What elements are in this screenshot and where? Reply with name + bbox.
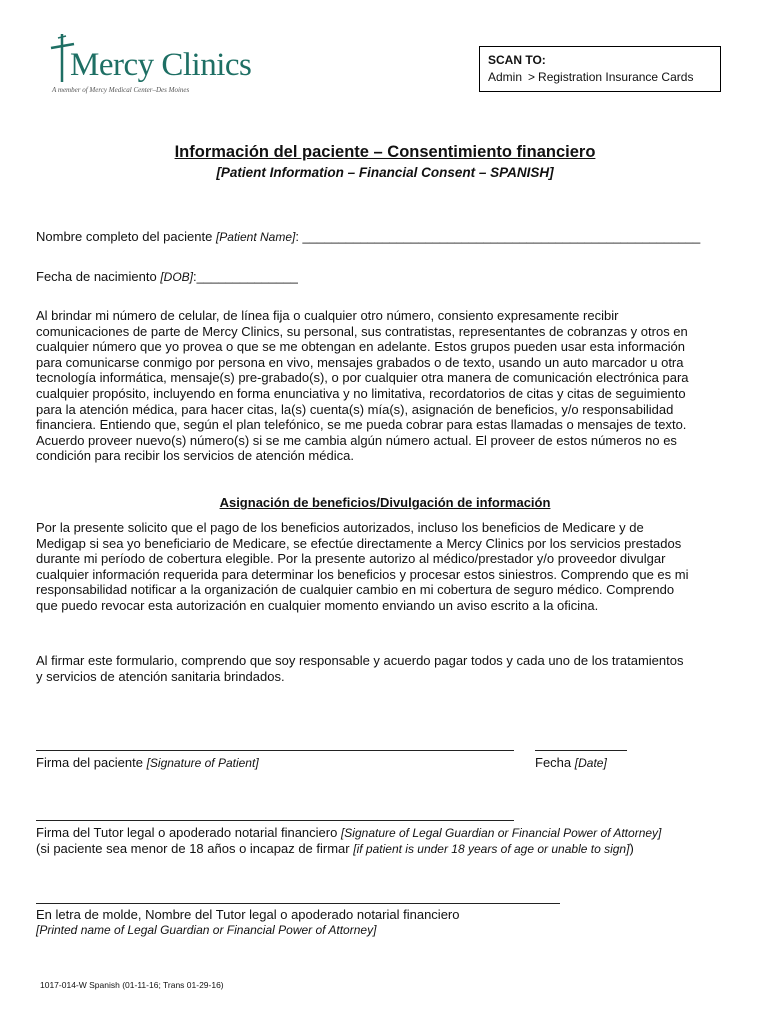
patient-name-blank: : _______________________________________________________ — [295, 229, 701, 244]
date-label: Fecha — [535, 755, 572, 770]
paragraph-line: cualquier propósito, incluyendo en forma enunciativa y no limitativa, recordatorios de citas y citas de seguimiento — [36, 385, 686, 401]
patient-signature-label: Firma del paciente — [36, 755, 143, 770]
dob-field — [36, 269, 298, 284]
phone-consent-paragraph — [36, 308, 736, 464]
scan-to-title: SCAN TO: — [488, 53, 546, 67]
paragraph-line: tecnología informática, mensaje(s) pre-grabado(s), o por cualquier otra manera de comunicación electrónica para — [36, 370, 689, 386]
dob-blank: :______________ — [192, 269, 298, 284]
paragraph-line: Por la presente solicito que el pago de los beneficios autorizados, incluso los beneficios de Medicare y de — [36, 520, 644, 535]
guardian-note — [36, 841, 634, 856]
patient-name-english: [Patient Name] — [215, 230, 296, 244]
assignment-heading: Asignación de beneficios/Divulgación de información — [219, 495, 551, 510]
page-title: Información del paciente – Consentimiento financiero — [174, 143, 596, 161]
patient-signature-english: [Signature of Patient] — [146, 756, 259, 770]
paragraph-line: comunicaciones de parte de Mercy Clinics, su personal, sus contratistas, representantes de cobranzas y otros en — [36, 323, 688, 339]
paragraph-line: durante mi período de cobertura elegible. Por la presente autorizo al médico/prestador y/o proveedor divulgar — [36, 551, 666, 567]
scan-to-box — [479, 46, 721, 92]
paragraph-line: financiera. Entiendo que, según el plan telefónico, se me pueda cobrar para estas llamadas o mensajes de texto. — [36, 417, 687, 433]
paragraph-line: cualquier número que yo provea o que se me obtengan en adelante. Estos grupos pueden usar esta información — [36, 339, 685, 355]
page-subtitle: [Patient Information – Financial Consent – SPANISH] — [216, 165, 554, 180]
paragraph-line: Acuerdo proveer nuevo(s) número(s) si se me cambia algún número actual. El proveer de estos números no es — [36, 432, 677, 448]
guardian-note-close: ) — [629, 841, 634, 856]
paragraph-line: Al brindar mi número de celular, de línea fija o cualquier otro número, consiento expresamente recibir — [36, 308, 619, 323]
printed-name-label: En letra de molde, Nombre del Tutor legal o apoderado notarial financiero — [36, 907, 460, 922]
paragraph-line: y servicios de atención sanitaria brindados. — [36, 668, 285, 684]
logo-name: Mercy Clinics — [70, 47, 252, 83]
guardian-signature-caption — [36, 825, 661, 840]
guardian-note-text: (si paciente sea menor de 18 años o incapaz de firmar — [36, 841, 350, 856]
dob-label: Fecha de nacimiento — [36, 269, 157, 284]
patient-name-field — [36, 229, 700, 244]
paragraph-line: para la atención médica, para hacer citas, la(s) cuenta(s) mía(s), asignación de beneficios, y/o responsabilidad — [36, 401, 674, 417]
printed-name-line[interactable] — [36, 903, 560, 904]
guardian-signature-english: [Signature of Legal Guardian or Financial Power of Attorney] — [340, 826, 662, 840]
paragraph-line: que puedo revocar esta autorización en cualquier momento enviando un aviso escrito a la oficina. — [36, 597, 599, 613]
patient-signature-caption — [36, 755, 259, 770]
paragraph-line: cualquier información requerida para determinar los beneficios y procesar estos siniestros. Comprendo que es mi — [36, 566, 689, 582]
chevron-right-icon: > — [528, 70, 536, 84]
scan-destination: Admin — [488, 70, 523, 84]
date-line[interactable] — [535, 750, 627, 751]
guardian-signature-line[interactable] — [36, 820, 514, 821]
responsibility-paragraph — [36, 653, 736, 684]
dob-english: [DOB] — [160, 270, 193, 284]
scan-to-destination — [488, 69, 712, 86]
mercy-clinics-logo — [48, 32, 252, 98]
paragraph-line: Al firmar este formulario, comprendo que soy responsable y acuerdo pagar todos y cada uno de los tratamientos — [36, 653, 684, 668]
assignment-paragraph — [36, 520, 736, 614]
patient-signature-line[interactable] — [36, 750, 514, 751]
logo-tagline: A member of Mercy Medical Center–Des Moines — [52, 86, 190, 94]
printed-name-english: [Printed name of Legal Guardian or Financial Power of Attorney] — [36, 923, 377, 937]
date-english: [Date] — [574, 756, 607, 770]
form-code: 1017-014-W Spanish (01-11-16; Trans 01-29-16) — [40, 980, 224, 990]
paragraph-line: para comunicarse conmigo por persona en vivo, mensajes grabados o de texto, usando un auto marcador u otra — [36, 354, 684, 370]
paragraph-line: Medigap si sea yo beneficiario de Medicare, se efectúe directamente a Mercy Clinics por los servicios prestados — [36, 535, 682, 551]
paragraph-line: responsabilidad notificar a la organización de cualquier cambio en mi cobertura de seguro médico. Comprendo — [36, 582, 675, 598]
guardian-signature-label: Firma del Tutor legal o apoderado notarial financiero — [36, 825, 338, 840]
guardian-note-english: [if patient is under 18 years of age or unable to sign] — [353, 842, 630, 856]
paragraph-line: condición para recibir los servicios de atención médica. — [36, 448, 354, 464]
patient-name-label: Nombre completo del paciente — [36, 229, 213, 244]
date-caption — [535, 755, 607, 770]
scan-folder: Registration Insurance Cards — [538, 70, 694, 84]
